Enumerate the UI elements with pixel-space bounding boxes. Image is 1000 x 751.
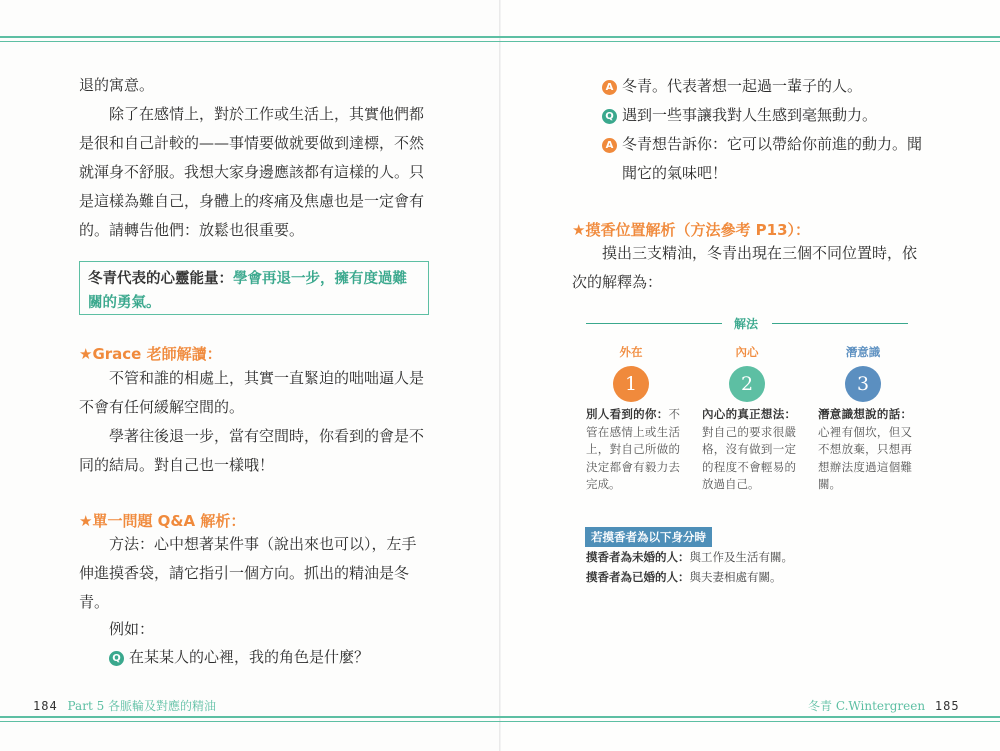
answer-text: 冬青。代表著想一起過一輩子的人。 bbox=[622, 77, 863, 95]
solution-title: 解法 bbox=[734, 317, 759, 331]
question-text: 在某某人的心裡，我的角色是什麼？ bbox=[129, 648, 370, 666]
answer-text: 冬青想告訴你：它可以帶給你前進的動力。聞 bbox=[622, 135, 923, 153]
col-text-subconscious bbox=[818, 406, 912, 494]
a-badge-icon: A bbox=[602, 138, 617, 153]
text-line: 是這樣為難自己，身體上的疼痛及焦慮也是一定會有 bbox=[79, 192, 425, 210]
example-label bbox=[109, 615, 154, 644]
text-line: 不管和誰的相處上，其實一直緊迫的咄咄逼人是 bbox=[109, 369, 425, 387]
text-line: 是很和自己計較的——事情要做就要做到達標，不然 bbox=[79, 134, 425, 152]
energy-callout-box bbox=[79, 261, 429, 315]
col-body: 對自己的要求很嚴格，沒有做到一定的程度不會輕易的放過自己。 bbox=[702, 424, 796, 491]
left-paragraph-1 bbox=[79, 100, 431, 245]
callout-prefix: 冬青代表的心靈能量： bbox=[88, 270, 233, 287]
text-line: 同的結局。對自己也一樣哦！ bbox=[79, 456, 275, 474]
top-rule-left bbox=[0, 36, 500, 38]
left-folio bbox=[33, 697, 216, 714]
tag-what: 與工作及生活有關。 bbox=[689, 550, 793, 564]
text-line: 退的寓意。 bbox=[79, 76, 155, 94]
number-circle-3: 3 bbox=[845, 366, 881, 402]
solution-rule-left bbox=[586, 323, 722, 324]
tag-line-unmarried bbox=[586, 549, 793, 565]
text-line: 除了在感情上，對於工作或生活上，其實他們都 bbox=[109, 105, 425, 123]
callout-highlight: 學會再退一步，擁有度過難 bbox=[233, 270, 407, 287]
top-rule-right-thin bbox=[500, 41, 1000, 42]
question-2 bbox=[602, 101, 877, 130]
answer-text-cont: 聞它的氣味吧！ bbox=[622, 164, 728, 182]
text-line: 學著往後退一步，當有空間時，你看到的會是不 bbox=[109, 427, 425, 445]
grace-paragraph-2 bbox=[79, 422, 431, 480]
col-text-outer bbox=[586, 406, 680, 494]
bottom-rule-left bbox=[0, 716, 500, 718]
col-label-inner: 內心 bbox=[735, 345, 759, 359]
text-line: 例如： bbox=[109, 620, 155, 638]
tag-who: 摸香者為已婚的人： bbox=[586, 570, 690, 584]
position-heading: ★摸香位置解析（方法參考 P13）： bbox=[572, 221, 811, 239]
q-badge-icon: Q bbox=[109, 651, 124, 666]
text-line: 不會有任何緩解空間的。 bbox=[79, 398, 245, 416]
col-body: 不管在感情上或生活上，對自己所做的決定都會有毅力去完成。 bbox=[586, 407, 680, 491]
text-line: 的。請轉告他們：放鬆也很重要。 bbox=[79, 221, 305, 239]
bottom-rule-right bbox=[500, 716, 1000, 718]
page-number: 184 bbox=[33, 699, 58, 713]
bottom-rule-right-thin bbox=[500, 721, 1000, 722]
text-line: 就渾身不舒服。我想大家身邊應該都有這樣的人。只 bbox=[79, 163, 425, 181]
col-title: 內心的真正想法： bbox=[702, 407, 796, 421]
tag-what: 與夫妻相處有關。 bbox=[689, 570, 782, 584]
answer-1 bbox=[602, 72, 862, 101]
grace-paragraph-1 bbox=[79, 364, 431, 422]
qa-heading: ★單一問題 Q&A 解析： bbox=[79, 512, 246, 530]
chapter-title: 冬青 C.Wintergreen bbox=[808, 699, 926, 713]
book-gutter bbox=[499, 0, 501, 751]
top-rule-right bbox=[500, 36, 1000, 38]
callout-line2: 關的勇氣。 bbox=[88, 294, 161, 311]
answer-2 bbox=[602, 130, 932, 188]
left-opening-text bbox=[79, 71, 431, 100]
col-title: 潛意識想說的話： bbox=[818, 407, 912, 421]
tag-who: 摸香者為未婚的人： bbox=[586, 550, 690, 564]
tag-line-married bbox=[586, 569, 782, 585]
a-badge-icon: A bbox=[602, 80, 617, 95]
solution-rule-right bbox=[772, 323, 908, 324]
position-paragraph bbox=[572, 239, 932, 297]
col-label-subconscious: 潛意識 bbox=[845, 345, 881, 359]
grace-heading: ★Grace 老師解讀： bbox=[79, 345, 222, 363]
question-text: 遇到一些事讓我對人生感到毫無動力。 bbox=[622, 106, 878, 124]
right-folio bbox=[808, 697, 960, 714]
col-label-outer: 外在 bbox=[619, 345, 643, 359]
col-text-inner bbox=[702, 406, 796, 494]
text-line: 青。 bbox=[79, 593, 110, 611]
top-rule-left-thin bbox=[0, 41, 500, 42]
identity-tag: 若摸香者為以下身分時 bbox=[585, 527, 712, 547]
text-line: 次的解釋為： bbox=[572, 273, 663, 291]
text-line: 方法：心中想著某件事（說出來也可以），左手 bbox=[109, 535, 417, 553]
q-badge-icon: Q bbox=[602, 109, 617, 124]
number-circle-1: 1 bbox=[613, 366, 649, 402]
col-title: 別人看到的你： bbox=[586, 407, 669, 421]
bottom-rule-left-thin bbox=[0, 721, 500, 722]
part-title: Part 5 各脈輪及對應的精油 bbox=[67, 699, 217, 713]
number-circle-2: 2 bbox=[729, 366, 765, 402]
text-line: 摸出三支精油，冬青出現在三個不同位置時，依 bbox=[602, 244, 918, 262]
question-1 bbox=[109, 643, 369, 672]
text-line: 伸進摸香袋，請它指引一個方向。抓出的精油是冬 bbox=[79, 564, 410, 582]
col-body: 心裡有個坎，但又不想放棄，只想再想辦法度過這個難關。 bbox=[818, 424, 912, 491]
page-number: 185 bbox=[934, 699, 960, 713]
qa-paragraph bbox=[79, 530, 431, 617]
